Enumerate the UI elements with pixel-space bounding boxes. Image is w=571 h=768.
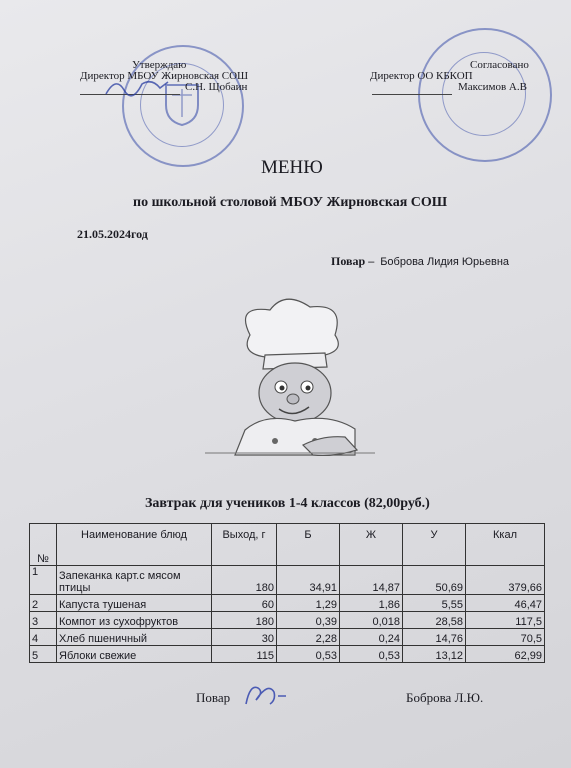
table-header-row (30, 524, 545, 566)
dish-fat: 1,86 (340, 595, 403, 612)
approved-position: Директор МБОУ Жирновская СОШ (80, 70, 249, 82)
dish-kcal: 46,47 (466, 595, 545, 612)
dish-name: Хлеб пшеничный (57, 629, 212, 646)
footer-cook-label: Повар (196, 690, 231, 705)
agreed-signature-line (372, 94, 452, 95)
dish-fat: 0,24 (340, 629, 403, 646)
cook-label: Повар – (331, 254, 375, 268)
page-title: МЕНЮ (261, 157, 323, 178)
dish-carbs: 28,58 (403, 612, 466, 629)
meal-title: Завтрак для учеников 1-4 классов (82,00руб.) (145, 496, 430, 511)
dish-carbs: 5,55 (403, 595, 466, 612)
dish-protein: 1,29 (277, 595, 340, 612)
header-output: Выход, г (212, 524, 277, 566)
table-row (30, 629, 545, 646)
dish-output: 115 (212, 646, 277, 663)
dish-protein: 0,39 (277, 612, 340, 629)
table-row (30, 595, 545, 612)
dish-kcal: 117,5 (466, 612, 545, 629)
chef-illustration (195, 295, 385, 475)
director-signature (102, 72, 172, 102)
dish-kcal: 70,5 (466, 629, 545, 646)
dish-protein: 34,91 (277, 566, 340, 595)
approved-label: Утверждаю (132, 59, 187, 71)
table-row (30, 646, 545, 663)
dish-protein: 0,53 (277, 646, 340, 663)
row-number: 3 (30, 612, 57, 629)
dish-fat: 0,018 (340, 612, 403, 629)
approved-name: С.Н. Щобаин (185, 81, 248, 93)
agreed-label: Согласовано (470, 59, 529, 71)
header-number: № (30, 524, 57, 566)
footer-cook-name: Боброва Л.Ю. (406, 690, 484, 705)
table-row (30, 612, 545, 629)
dish-name: Капуста тушеная (57, 595, 212, 612)
dish-output: 60 (212, 595, 277, 612)
dish-kcal: 62,99 (466, 646, 545, 663)
row-number: 4 (30, 629, 57, 646)
menu-table (29, 523, 545, 663)
dish-name: Яблоки свежие (57, 646, 212, 663)
dish-protein: 2,28 (277, 629, 340, 646)
dish-carbs: 14,76 (403, 629, 466, 646)
dish-name: Компот из сухофруктов (57, 612, 212, 629)
dish-fat: 14,87 (340, 566, 403, 595)
page-subtitle: по школьной столовой МБОУ Жирновская СОШ (133, 195, 448, 210)
dish-kcal: 379,66 (466, 566, 545, 595)
dish-fat: 0,53 (340, 646, 403, 663)
cook-signature (240, 678, 290, 712)
dish-carbs: 50,69 (403, 566, 466, 595)
row-number: 1 (30, 566, 57, 595)
header-fat: Ж (340, 524, 403, 566)
agreed-name: Максимов А.В (458, 81, 527, 93)
menu-date: 21.05.2024год (77, 227, 148, 241)
cook-line (331, 254, 509, 269)
header-dish: Наименование блюд (57, 524, 212, 566)
cook-name: Боброва Лидия Юрьевна (380, 256, 510, 268)
header-kcal: Ккал (466, 524, 545, 566)
dish-carbs: 13,12 (403, 646, 466, 663)
header-protein: Б (277, 524, 340, 566)
dish-output: 180 (212, 566, 277, 595)
table-row (30, 566, 545, 595)
dish-name: Запеканка карт.с мясом птицы (57, 566, 212, 595)
header-carbs: У (403, 524, 466, 566)
agreement-stamp (418, 28, 552, 162)
row-number: 5 (30, 646, 57, 663)
agreed-position: Директор ОО КБКОП (370, 70, 473, 82)
dish-output: 30 (212, 629, 277, 646)
dish-output: 180 (212, 612, 277, 629)
row-number: 2 (30, 595, 57, 612)
